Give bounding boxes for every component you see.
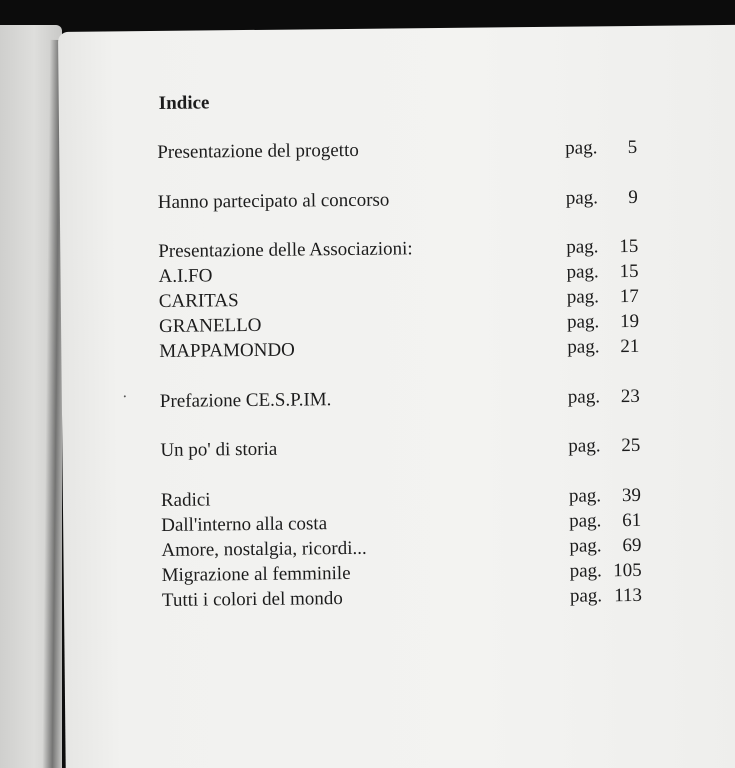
toc-heading: Indice: [158, 92, 210, 114]
toc-entry: [159, 335, 641, 364]
toc-page-number: 21: [620, 335, 640, 358]
toc-entry: [160, 385, 642, 414]
toc-entry-page: [566, 310, 640, 333]
toc-page-number: 5: [627, 136, 638, 159]
toc-entry-title: Prefazione CE.S.P.IM.: [159, 389, 332, 412]
toc-entry-title: Radici: [160, 489, 211, 511]
toc-entry-title: Hanno partecipato al concorso: [157, 189, 390, 213]
toc-entry-page: [566, 235, 639, 258]
toc-page-number: 23: [620, 385, 640, 408]
toc-entry-page: [567, 335, 640, 358]
toc-entry-page: [568, 434, 641, 457]
toc-entry-page: [569, 584, 643, 607]
toc-page-prefix: pag.: [568, 435, 601, 457]
toc-entry-page: [569, 534, 642, 557]
toc-entry-page: [565, 136, 638, 159]
toc-entry-title: Un po' di storia: [160, 438, 278, 461]
toc-page-prefix: pag.: [566, 311, 600, 333]
toc-page-prefix: pag.: [565, 187, 599, 209]
toc-page-number: 15: [619, 260, 639, 283]
toc-page-number: 19: [619, 310, 640, 333]
toc-entry-page: [569, 559, 642, 582]
toc-entry: [158, 235, 640, 264]
toc-page-number: 61: [622, 509, 642, 532]
toc-page-prefix: pag.: [566, 286, 600, 308]
toc-entry-title: Tutti i colori del mondo: [161, 588, 343, 611]
toc-entry-page: [566, 285, 639, 308]
toc-page-prefix: pag.: [568, 485, 602, 507]
toc-entry: [159, 310, 641, 339]
toc-page-prefix: pag.: [569, 585, 603, 607]
toc-page-prefix: pag.: [565, 137, 598, 159]
toc-page-prefix: pag.: [567, 336, 600, 358]
toc-entry-page: [567, 385, 640, 408]
toc-entry: [159, 285, 641, 314]
toc-entry-title: Presentazione del progetto: [157, 139, 359, 163]
toc-page-prefix: pag.: [569, 535, 602, 557]
toc-entry-title: Amore, nostalgia, ricordi...: [161, 537, 367, 561]
toc-entry: [157, 136, 639, 165]
toc-entry-page: [568, 484, 641, 507]
toc-page-number: 15: [619, 235, 639, 258]
toc-entry-title: CARITAS: [158, 290, 239, 312]
toc-page-number: 17: [619, 285, 639, 308]
toc-page-number: 9: [628, 186, 638, 209]
book-page: [58, 25, 735, 768]
toc-entry: [162, 584, 644, 613]
toc-entry: [158, 260, 640, 289]
toc-entry: [160, 434, 642, 463]
toc-entry: [161, 484, 643, 513]
toc-page-number: 25: [621, 434, 641, 457]
toc-entry-title: GRANELLO: [158, 314, 262, 337]
toc-entry-title: Migrazione al femminile: [161, 562, 351, 586]
toc-page-prefix: pag.: [566, 236, 599, 258]
toc-entry-title: Dall'interno alla costa: [161, 513, 328, 536]
toc-entry: [161, 534, 643, 563]
toc-page-number: 39: [621, 484, 641, 507]
toc-entry: [161, 509, 643, 538]
toc-entry: [162, 559, 644, 588]
toc-page-number: 113: [614, 584, 643, 607]
paper-speck: [124, 395, 126, 397]
toc-page-prefix: pag.: [567, 386, 601, 408]
toc-page-number: 105: [613, 559, 642, 582]
toc-page-prefix: pag.: [569, 560, 602, 582]
toc-entry-page: [565, 186, 638, 209]
toc-page-prefix: pag.: [566, 261, 599, 283]
toc-page-prefix: pag.: [569, 510, 602, 532]
toc-entry-page: [566, 260, 639, 283]
toc-entry: [158, 186, 640, 215]
toc-page-number: 69: [622, 534, 642, 557]
toc-entry-title: MAPPAMONDO: [159, 339, 295, 362]
toc-entry-title: Presentazione delle Associazioni:: [158, 238, 413, 262]
toc-entry-title: A.I.FO: [158, 265, 213, 287]
toc-entry-page: [569, 509, 642, 532]
